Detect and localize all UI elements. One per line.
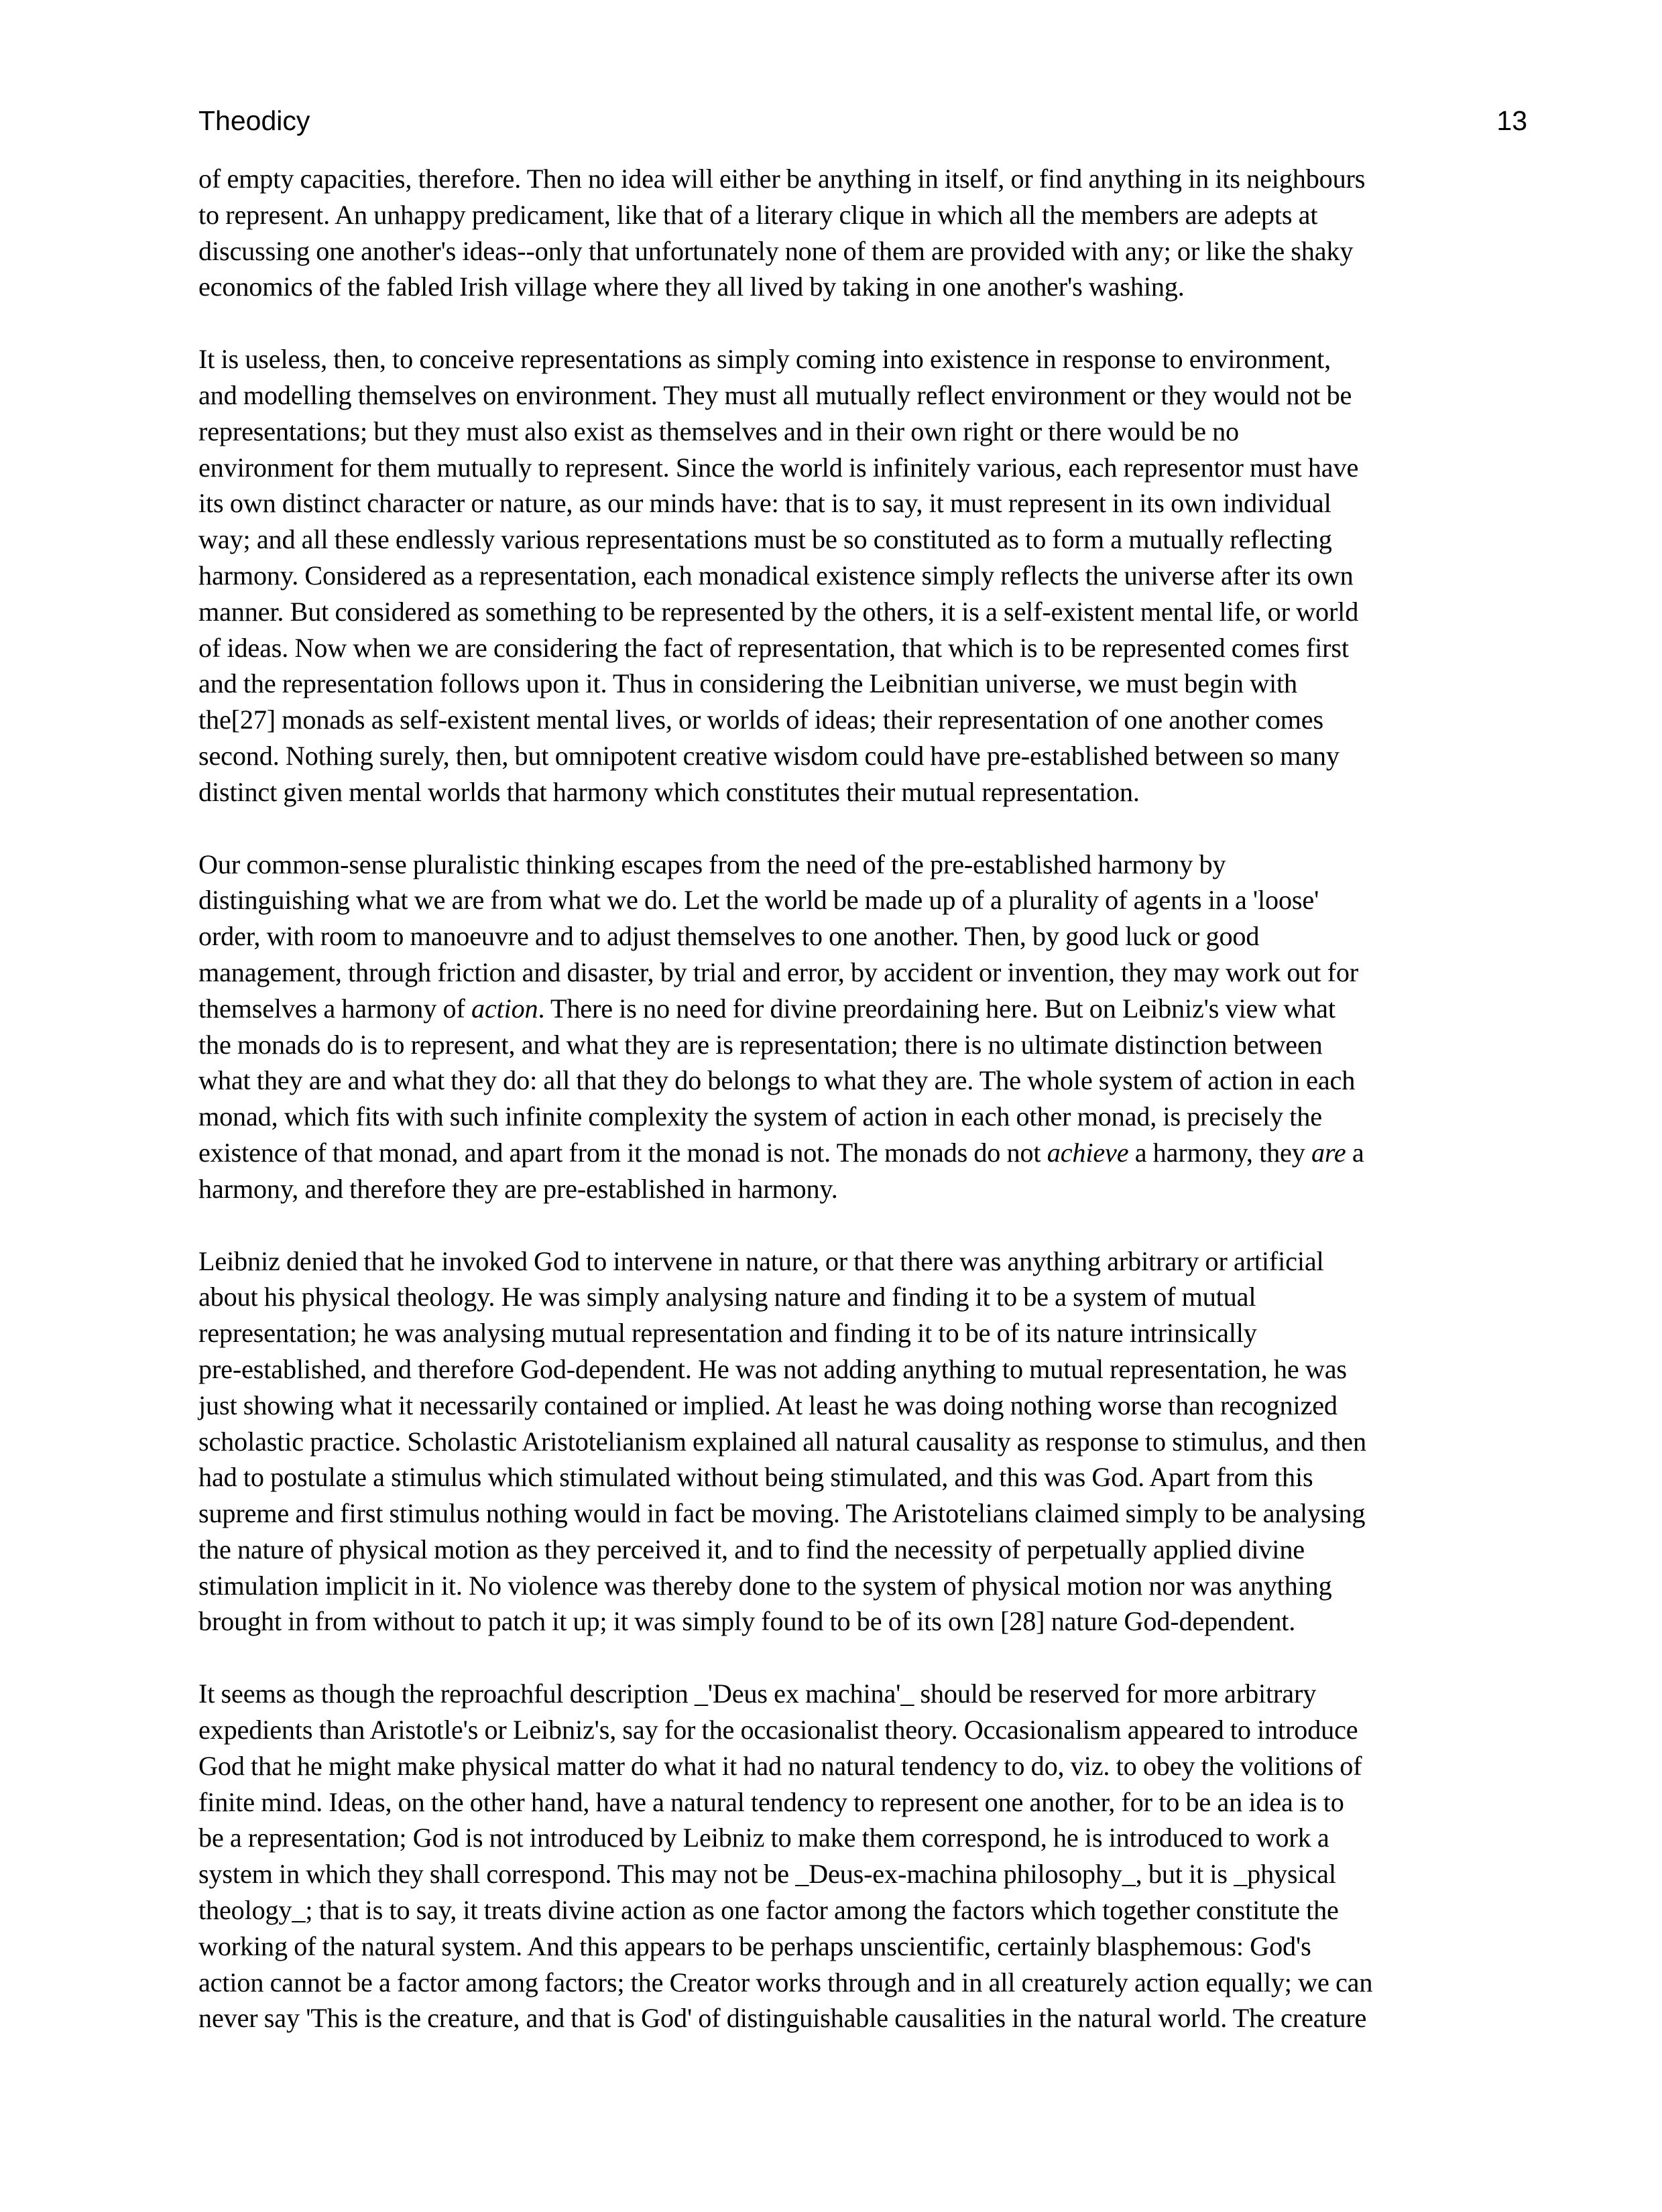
text-line: be a representation; God is not introduced by Leibniz to make them correspond, he is introduced to work a [198, 1823, 1329, 1853]
text-line: the nature of physical motion as they perceived it, and to find the necessity of perpetually applied divine [198, 1534, 1305, 1564]
text-line: never say 'This is the creature, and that is God' of distinguishable causalities in the natural world. The creature [198, 2003, 1367, 2034]
text-run: . There is no need for divine preordaining here. But on Leibniz's view what [538, 993, 1335, 1024]
text-line: representations; but they must also exist as themselves and in their own right or there would be no [198, 416, 1239, 446]
text-line: working of the natural system. And this appears to be perhaps unscientific, certainly blasphemous: God's [198, 1930, 1311, 1961]
text-run: themselves a harmony of [198, 993, 471, 1024]
text-line: brought in from without to patch it up; it was simply found to be of its own [28] nature God-dependent. [198, 1606, 1296, 1637]
text-line: It seems as though the reproachful description _'Deus ex machina'_ should be reserved for more arbitrary [198, 1678, 1317, 1709]
text-line: environment for them mutually to represent. Since the world is infinitely various, each representor must have [198, 452, 1359, 483]
text-line: action cannot be a factor among factors; the Creator works through and in all creaturely action equally; we can [198, 1967, 1373, 1998]
text-line: It is useless, then, to conceive representations as simply coming into existence in response to environment, [198, 344, 1331, 375]
text-line: of empty capacities, therefore. Then no idea will either be anything in itself, or find anything in its neighbours [198, 164, 1366, 194]
text-line: and modelling themselves on environment. They must all mutually reflect environment or they would not be [198, 379, 1352, 410]
text-line: manner. But considered as something to be represented by the others, it is a self-existent mental life, or world [198, 596, 1359, 627]
text-run: existence of that monad, and apart from it the monad is not. The monads do not [198, 1137, 1047, 1168]
running-header [198, 101, 1527, 141]
text-line: harmony. Considered as a representation, each monadical existence simply reflects the universe after its own [198, 560, 1354, 591]
text-line: harmony, and therefore they are pre-established in harmony. [198, 1173, 838, 1204]
text-line: representation; he was analysing mutual representation and finding it to be of its nature intrinsically [198, 1318, 1257, 1349]
text-line: to represent. An unhappy predicament, like that of a literary clique in which all the members are adepts at [198, 199, 1318, 230]
text-line: about his physical theology. He was simply analysing nature and finding it to be a system of mutual [198, 1282, 1256, 1312]
text-line: system in which they shall correspond. This may not be _Deus-ex-machina philosophy_, but it is _physical [198, 1859, 1336, 1890]
text-line: second. Nothing surely, then, but omnipotent creative wisdom could have pre-established between so many [198, 740, 1340, 771]
text-line: management, through friction and disaster, by trial and error, by accident or invention, they may work out for [198, 957, 1358, 987]
text-line [198, 1135, 1533, 1171]
text-line: monad, which fits with such infinite complexity the system of action in each other monad, is precisely the [198, 1101, 1322, 1132]
paragraph [198, 1243, 1533, 1640]
text-line: had to postulate a stimulus which stimulated without being stimulated, and this was God. Apart from this [198, 1462, 1313, 1493]
text-line: its own distinct character or nature, as our minds have: that is to say, it must represent in its own individual [198, 488, 1331, 519]
paragraph [198, 1676, 1533, 2036]
text-line: economics of the fabled Irish village where they all lived by taking in one another's washing. [198, 271, 1185, 302]
text-line: expedients than Aristotle's or Leibniz's, say for the occasionalist theory. Occasionalism appeared to introduce [198, 1715, 1358, 1745]
text-line: what they are and what they do: all that they do belongs to what they are. The whole system of action in each [198, 1065, 1356, 1096]
text-line: distinguishing what we are from what we do. Let the world be made up of a plurality of agents in a 'loose' [198, 885, 1319, 916]
text-line: finite mind. Ideas, on the other hand, have a natural tendency to represent one another, for to be an idea is to [198, 1786, 1344, 1817]
italic-text: achieve [1047, 1137, 1129, 1168]
text-line: Our common-sense pluralistic thinking escapes from the need of the pre-established harmony by [198, 849, 1226, 879]
text-line: God that he might make physical matter do what it had no natural tendency to do, viz. to obey the volitions of [198, 1750, 1362, 1781]
paragraph [198, 341, 1533, 810]
text-line: order, with room to manoeuvre and to adjust themselves to one another. Then, by good luck or good [198, 921, 1260, 952]
text-line: way; and all these endlessly various representations must be so constituted as to form a mutually reflecting [198, 524, 1332, 555]
text-line: pre-established, and therefore God-dependent. He was not adding anything to mutual representation, he was [198, 1353, 1347, 1384]
body-text [198, 161, 1533, 2073]
running-title: Theodicy [198, 105, 310, 136]
text-line: theology_; that is to say, it treats divine action as one factor among the factors which together constitute the [198, 1895, 1339, 1926]
text-line: the[27] monads as self-existent mental lives, or worlds of ideas; their representation of one another comes [198, 704, 1323, 735]
text-line: stimulation implicit in it. No violence was thereby done to the system of physical motion nor was anything [198, 1570, 1332, 1601]
text-line: Leibniz denied that he invoked God to intervene in nature, or that there was anything arbitrary or artificial [198, 1245, 1324, 1276]
page-number: 13 [1496, 105, 1527, 136]
italic-text: are [1311, 1137, 1346, 1168]
text-line: distinct given mental worlds that harmony which constitutes their mutual representation. [198, 776, 1140, 807]
text-line: discussing one another's ideas--only that unfortunately none of them are provided with any; or like the shaky [198, 235, 1354, 266]
text-run: a [1346, 1137, 1364, 1168]
paragraph [198, 847, 1533, 1207]
text-line: the monads do is to represent, and what they are is representation; there is no ultimate distinction between [198, 1029, 1323, 1060]
text-line: and the representation follows upon it. Thus in considering the Leibnitian universe, we must begin with [198, 668, 1297, 699]
text-line: just showing what it necessarily contained or implied. At least he was doing nothing worse than recognized [198, 1390, 1338, 1420]
text-line: of ideas. Now when we are considering the fact of representation, that which is to be represented comes first [198, 632, 1349, 663]
text-line [198, 991, 1533, 1027]
text-line: scholastic practice. Scholastic Aristotelianism explained all natural causality as response to stimulus, and then [198, 1426, 1366, 1457]
italic-text: action [471, 993, 538, 1024]
paragraph [198, 161, 1533, 305]
text-run: a harmony, they [1128, 1137, 1311, 1168]
text-line: supreme and first stimulus nothing would in fact be moving. The Aristotelians claimed simply to be analysing [198, 1498, 1366, 1529]
